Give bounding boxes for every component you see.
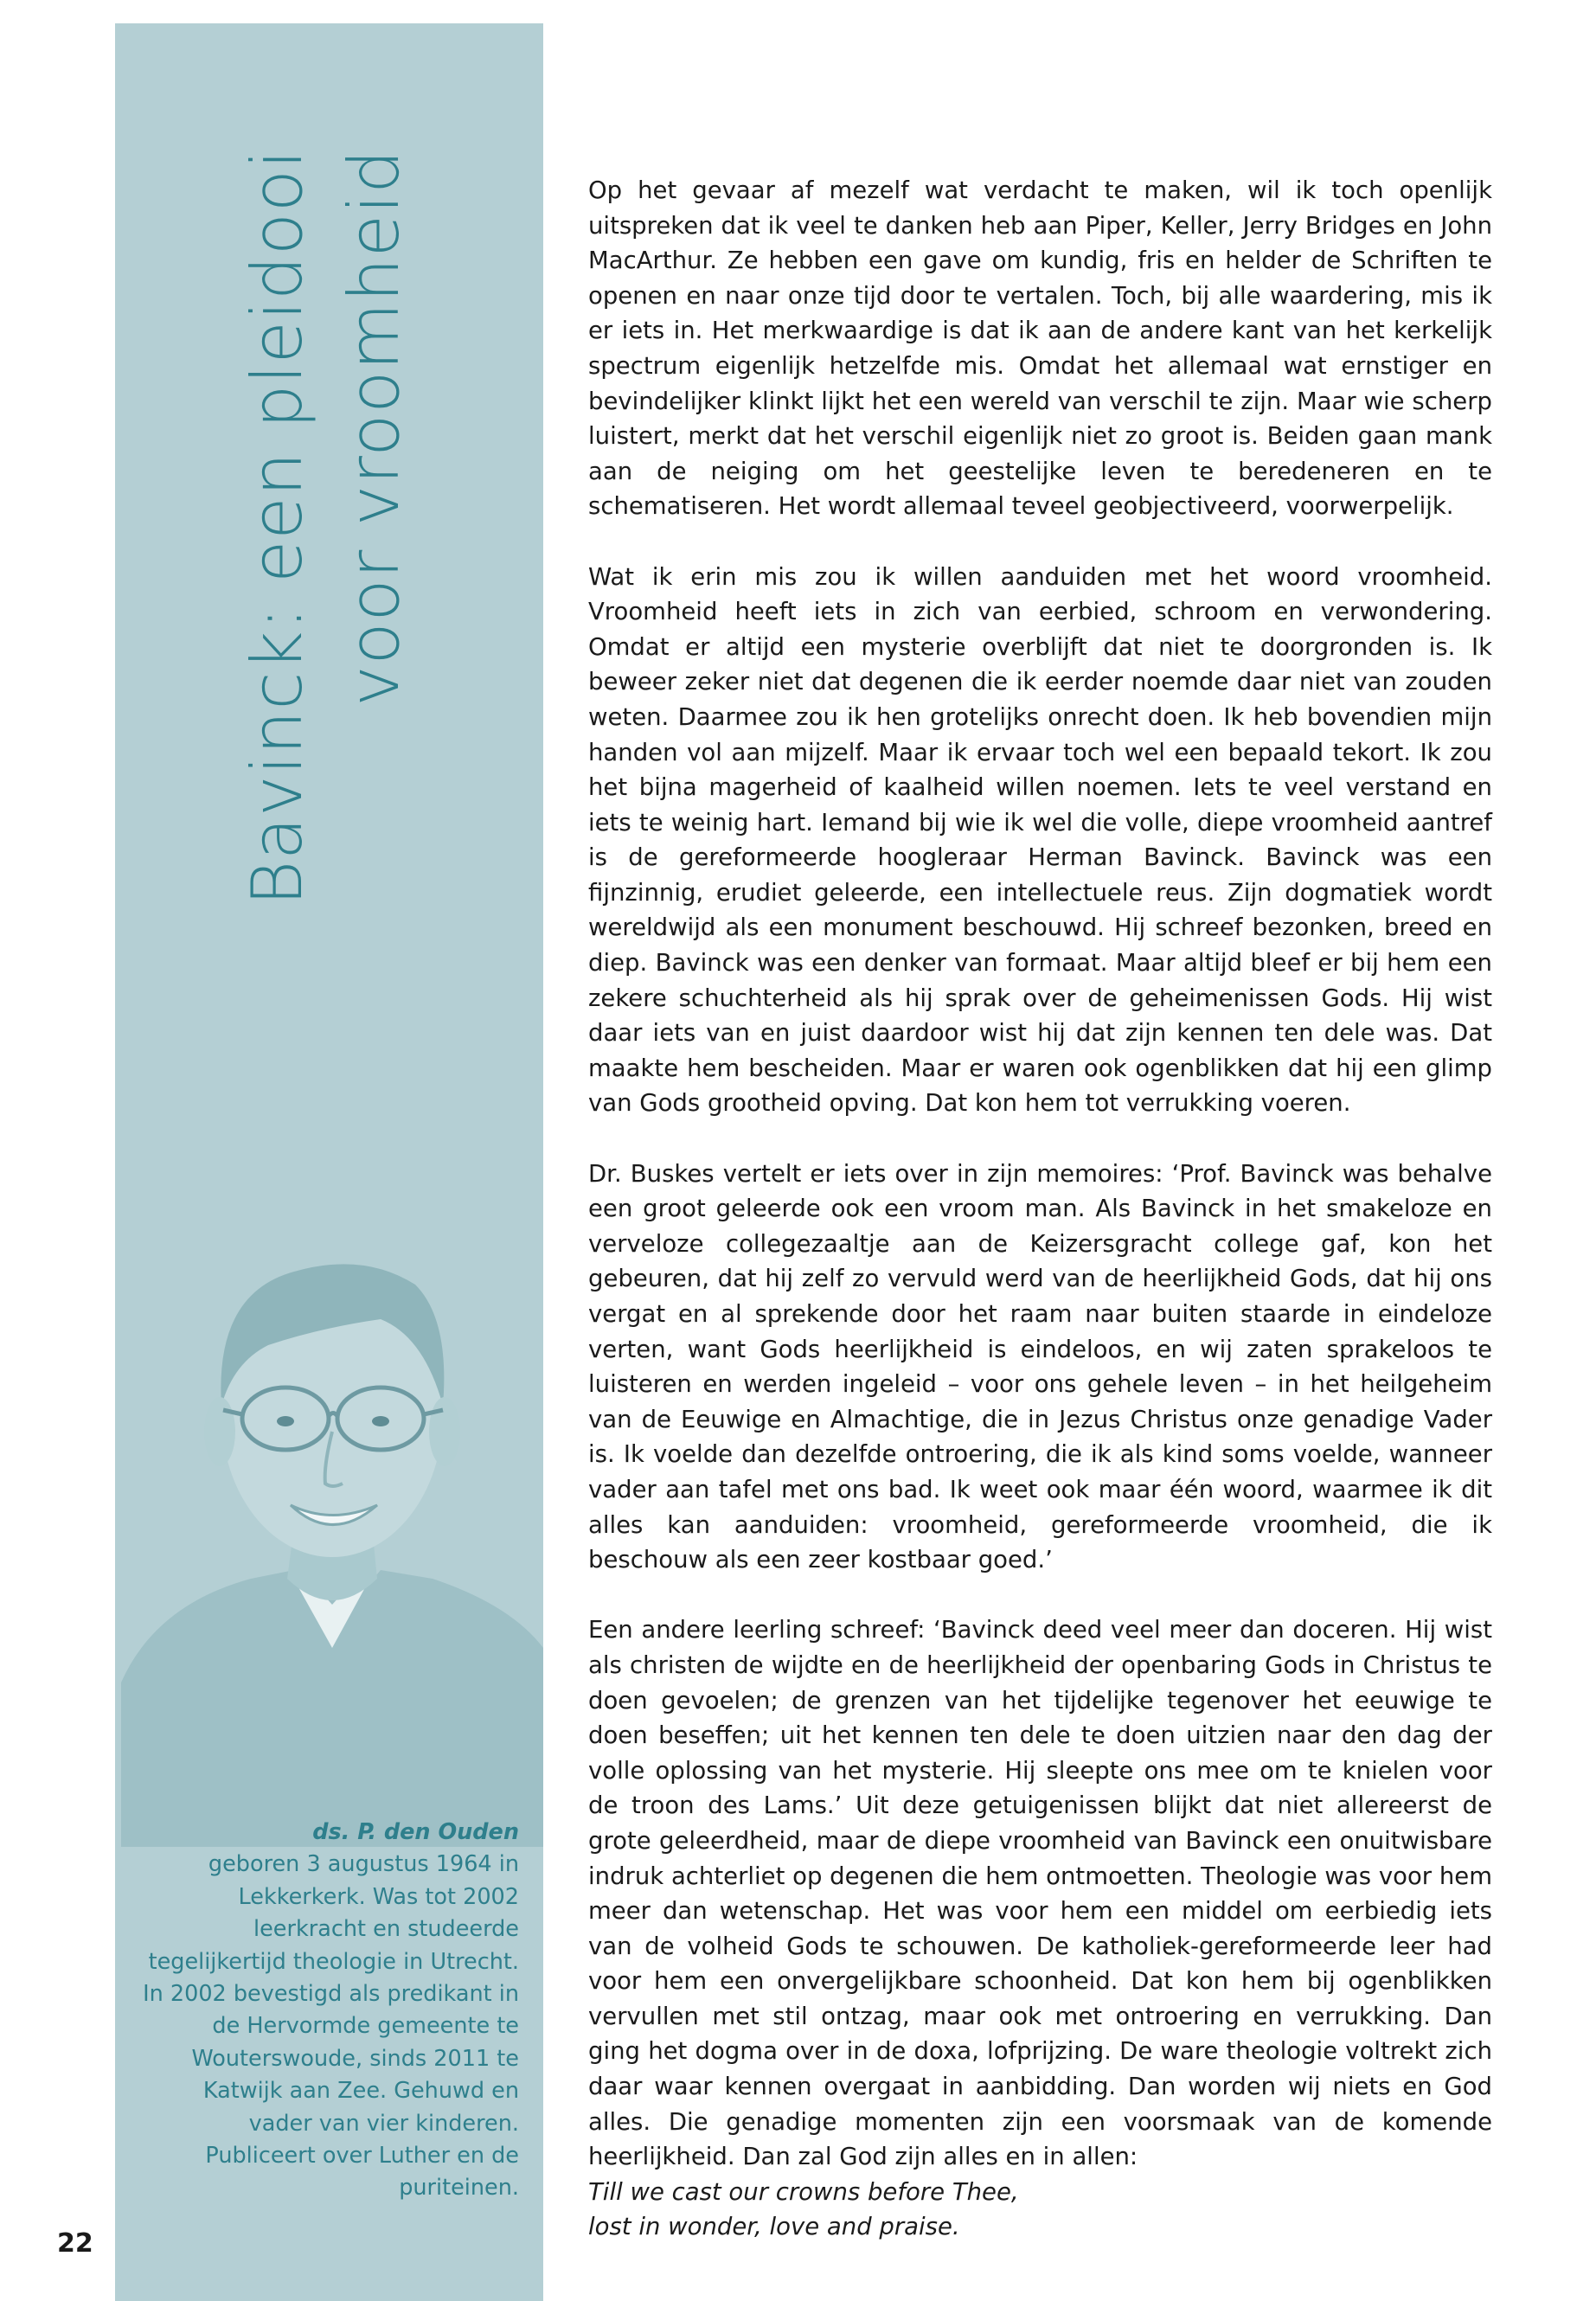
body-paragraph-4: Een andere leerling schreef: ‘Bavinck deed veel meer dan doceren. Hij wist als christen de wijdte en de heerlijkheid der openbaring Gods in Christus te doen gevoelen; de grenzen van het tijdelijke tegenover het eeuwige te doen beseffen; uit het kennen ten dele te doen uitzien naar den dag der volle oplossing van het mysterie. Hij sleepte ons mee om te knielen voor de troon des Lams.’ Uit deze getuigenissen blijkt dat niet allereerst de grote geleerdheid, maar de diepe vroomheid van Bavinck een onuitwisbare indruk achterliet op degenen die hem ontmoetten. Theologie was voor hem meer dan wetenschap. Het was voor hem een middel om eerbiedig iets van de volheid Gods te schouwen. De katholiek-gereformeerde leer had voor hem een onvergelijkbare schoonheid. Dat kon hem bij ogenblikken vervullen met stil ontzag, maar ook met ontroering en verrukking. Dan ging het dogma over in de doxa, lofprijzing. De ware theologie voltrekt zich daar waar kennen overgaat in aanbidding. Dan worden wij niets en God alles. Die genadige momenten zijn een voorsmaak van de komende heerlijkheid. Dan zal God zijn alles en in allen: [588,1616,1492,2171]
body-paragraph-3: Dr. Buskes vertelt er iets over in zijn memoires: ‘Prof. Bavinck was behalve een groot geleerde ook een vroom man. Als Bavinck in het smakeloze en verveloze collegezaaltje aan de Keizersgracht college gaf, kon het gebeuren, dat hij zelf zo vervuld werd van de heerlijkheid Gods, dat hij ons vergat en al sprekende door het raam naar buiten staarde in eindeloze verten, want Gods heerlijkheid is eindeloos, en wij zaten sprakeloos te luisteren en werden ingeleid – voor ons gehele leven – in het heilgeheim van de Eeuwige en Almachtige, die in Jezus Christus onze genadige Vader is. Ik voelde dan dezelfde ontroering, die ik als kind soms voelde, wanneer vader aan tafel met ons bad. Ik weet ook maar één woord, waarmee ik dit alles kan aanduiden: vroomheid, gereformeerde vroomheid, die ik beschouw als een zeer kostbaar goed.’ [588,1159,1492,1574]
page-number: 22 [57,2228,93,2259]
closing-quote-line-1: Till we cast our crowns before Thee, [588,2177,1019,2206]
closing-quote-line-2: lost in wonder, love and praise. [588,2213,960,2241]
title-line-1: Bavinck: een pleidooi [237,149,317,907]
title-line-2: voor vroomheid [334,149,414,707]
article-body [588,173,1492,2245]
article-title [205,149,447,910]
portrait-ear-left [204,1397,235,1466]
body-paragraph-2: Wat ik erin mis zou ik willen aanduiden met het woord vroomheid. Vroomheid heeft iets in zich van eerbied, schroom en verwondering. Omdat er altijd een mysterie overblijft dat niet te doorgronden is. Ik beweer zeker niet dat degenen die ik eerder noemde daar niet van zouden weten. Daarmee zou ik hen grotelijks onrecht doen. Ik heb bovendien mijn handen vol aan mijzelf. Maar ik ervaar toch wel een bepaald tekort. Ik zou het bijna magerheid of kaalheid willen noemen. Iets te veel verstand en iets te weinig hart. Iemand bij wie ik wel die volle, diepe vroomheid aantref is de gereformeerde hoogleraar Herman Bavinck. Bavinck was een fijnzinnig, erudiet geleerde, een intellectuele reus. Zijn dogmatiek wordt wereldwijd als een monument beschouwd. Hij schreef bezonken, breed en diep. Bavinck was een denker van formaat. Maar altijd bleef er bij hem een zekere schuchterheid als hij sprak over de geheimenissen Gods. Hij wist daar iets van en juist daardoor wist hij dat zijn kennen ten dele was. Dat maakte hem bescheiden. Maar er waren ook ogenblikken dat hij een glimp van Gods grootheid opving. Dat kon hem tot verrukking voeren. [588,562,1492,1118]
portrait-ear-right [429,1397,460,1466]
author-portrait [121,1198,543,1847]
body-paragraph-1: Op het gevaar af mezelf wat verdacht te maken, wil ik toch openlijk uitspreken dat ik veel te danken heb aan Piper, Keller, Jerry Bridges en John MacArthur. Ze hebben een gave om kundig, fris en helder de Schriften te openen en naar onze tijd door te vertalen. Toch, bij alle waardering, mis ik er iets in. Het merkwaardige is dat ik aan de andere kant van het kerkelijk spectrum eigenlijk hetzelfde mis. Omdat het allemaal wat ernstiger en bevindelijker klinkt lijkt het een wereld van verschil te zijn. Maar wie scherp luistert, merkt dat het verschil eigenlijk niet zo groot is. Beiden gaan mank aan de neiging om het geestelijke leven te beredeneren en te schematiseren. Het wordt allemaal teveel geobjectiveerd, voorwerpelijk. [588,176,1492,521]
author-bio-text: geboren 3 augustus 1964 in Lekkerkerk. Was tot 2002 leerkracht en studeerde tegelijkertijd theologie in Utrecht. In 2002 bevestigd als predikant in de Hervormde gemeente te Wouterswoude, sinds 2011 te Katwijk aan Zee. Gehuwd en vader van vier kinderen. Publiceert over Luther en de puriteinen. [143,1851,519,2202]
author-bio [138,1817,519,2205]
author-name: ds. P. den Ouden [312,1819,519,1845]
